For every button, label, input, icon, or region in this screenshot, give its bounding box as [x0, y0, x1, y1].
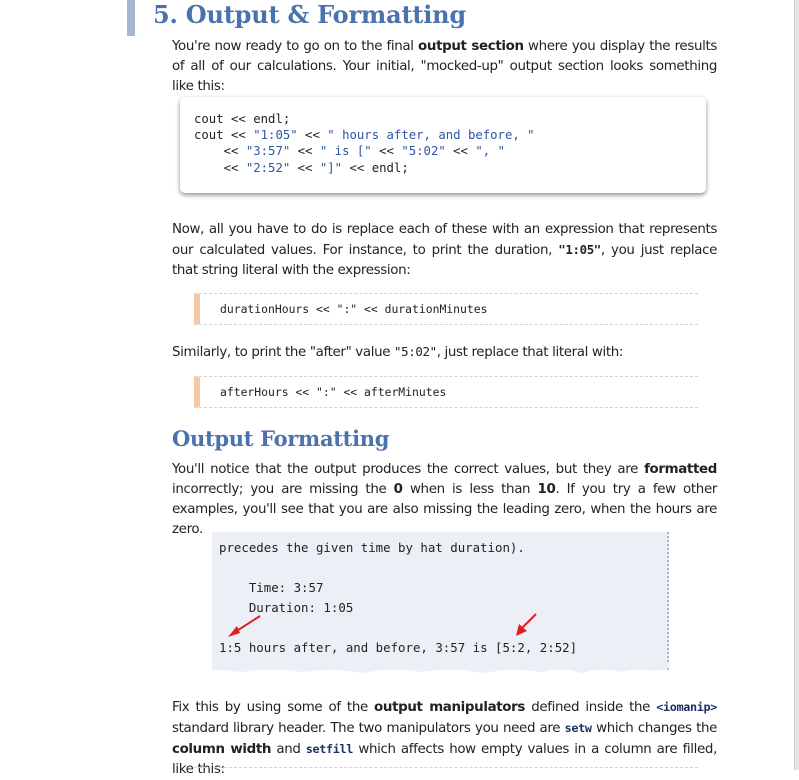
- string-literal: "2:52": [245, 160, 291, 175]
- text: You'll notice that the output produces the correct values, but they are: [172, 462, 645, 477]
- code-line: cout << endl;: [194, 112, 291, 126]
- bold-term: 10: [537, 482, 556, 497]
- inline-code: setw: [564, 721, 592, 735]
- next-snippet-border: [194, 767, 698, 768]
- code-token: << endl;: [342, 160, 409, 175]
- inline-code: "5:02": [394, 344, 437, 359]
- text: Fix this by using some of the: [172, 700, 375, 715]
- formatting-paragraph: [172, 460, 717, 540]
- replace-paragraph: [172, 220, 717, 281]
- terminal-line: Time: 3:57: [219, 580, 324, 595]
- text: standard library header. The two manipulators you need are: [172, 721, 565, 736]
- string-literal: "1:05": [253, 128, 298, 143]
- text: , just replace that literal with:: [436, 345, 624, 360]
- string-literal: "3:57": [245, 144, 291, 159]
- section-heading: 5. Output & Formatting: [153, 0, 466, 29]
- torn-edge: [212, 662, 670, 676]
- text: incorrectly; you are missing the: [172, 482, 394, 497]
- bold-term: formatted: [644, 462, 717, 477]
- text: , you just replace that string literal with the expression:: [172, 243, 717, 278]
- code-snippet-duration: [194, 293, 698, 325]
- text: Similarly, to print the "after" value: [172, 345, 395, 360]
- code-token: <<: [290, 144, 320, 159]
- text: You're now ready to go on to the final: [172, 39, 419, 54]
- terminal-line: Duration: 1:05: [219, 600, 354, 615]
- string-literal: "5:02": [401, 144, 446, 159]
- string-literal: ", ": [475, 144, 505, 159]
- red-arrow-icon: [224, 612, 264, 640]
- terminal-screenshot: [212, 532, 669, 670]
- code-token: cout <<: [194, 128, 254, 143]
- snippet-code: durationHours << ":" << durationMinutes: [220, 302, 488, 316]
- text: Now, all you have to do is replace each of these with an expression that represents our calculated values. For instance, to print the duration,: [172, 222, 717, 258]
- subsection-heading: Output Formatting: [172, 426, 390, 451]
- text: . If you try a few other examples, you'll see that you are also missing the leading zero, when the hours are zero.: [172, 482, 717, 537]
- inline-code: <iomanip>: [656, 700, 718, 714]
- text: defined inside the: [525, 700, 657, 715]
- code-token: <<: [297, 128, 328, 143]
- string-literal: " is [": [319, 144, 372, 159]
- inline-code: setfill: [305, 742, 354, 756]
- text: which affects how empty values in a column are filled, like this:: [172, 742, 717, 777]
- text: and: [271, 742, 306, 757]
- code-token: <<: [445, 144, 476, 159]
- code-token: <<: [371, 144, 402, 159]
- code-token: <<: [290, 160, 320, 175]
- text: where you display the results of all of our calculations. Your initial, "mocked-up" output section looks something like this:: [172, 39, 717, 94]
- text: which changes the: [591, 721, 718, 736]
- bold-term: column width: [172, 742, 272, 757]
- page-edge: [794, 0, 799, 770]
- inline-code: "1:05": [558, 242, 601, 257]
- code-token: <<: [194, 144, 246, 159]
- terminal-line: 1:5 hours after, and before, 3:57 is [5:2, 2:52]: [219, 640, 578, 655]
- string-literal: " hours after, and before, ": [327, 128, 535, 143]
- string-literal: "]": [319, 160, 343, 175]
- section-marker-bar: [127, 0, 135, 36]
- intro-paragraph: [172, 37, 717, 97]
- bold-term: output section: [418, 39, 524, 54]
- similarly-paragraph: [172, 342, 717, 363]
- red-arrow-icon: [510, 610, 540, 640]
- bold-term: 0: [393, 482, 403, 497]
- code-snippet-after: [194, 376, 698, 408]
- snippet-code: afterHours << ":" << afterMinutes: [220, 385, 447, 399]
- text: when is less than: [402, 482, 538, 497]
- code-token: <<: [194, 160, 246, 175]
- code-block: [180, 97, 706, 193]
- terminal-line: precedes the given time by hat duration).: [219, 540, 525, 555]
- bold-term: output manipulators: [374, 700, 526, 715]
